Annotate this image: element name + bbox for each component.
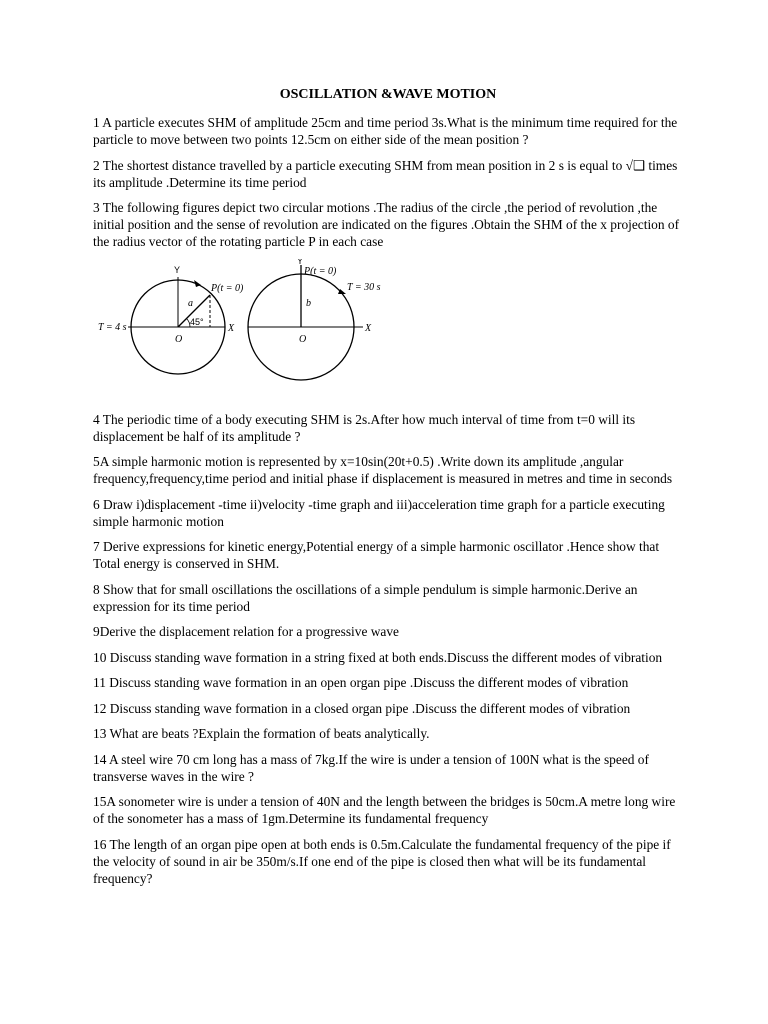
- question-11: 11 Discuss standing wave formation in an open organ pipe .Discuss the different modes of vibration: [93, 675, 629, 690]
- question-1: 1 A particle executes SHM of amplitude 25cm and time period 3s.What is the minimum time required for the particle to move between two points 12.5cm on either side of the mean position ?: [93, 115, 678, 147]
- left-x-label: X: [228, 322, 235, 334]
- left-period-label: T = 4 s: [98, 321, 127, 333]
- left-y-label: Y: [174, 264, 181, 275]
- document-title: OSCILLATION &WAVE MOTION: [279, 87, 497, 102]
- question-10: 10 Discuss standing wave formation in a string fixed at both ends.Discuss the different modes of vibration: [93, 649, 663, 665]
- left-angle-label: 45°: [190, 316, 204, 327]
- right-origin-label: O: [299, 333, 307, 345]
- right-circle-figure: [248, 259, 381, 380]
- question-7: 7 Derive expressions for kinetic energy,Potential energy of a simple harmonic oscillator .Hence show that Total energy is conserved in SHM.: [93, 539, 660, 571]
- question-8: 8 Show that for small oscillations the oscillations of a simple pendulum is simple harmonic.Derive an expression for its time period: [93, 581, 638, 614]
- question-12: 12 Discuss standing wave formation in a closed organ pipe .Discuss the different modes of vibration: [93, 700, 631, 716]
- question-14: 14 A steel wire 70 cm long has a mass of 7kg.If the wire is under a tension of 100N what is the speed of transverse waves in the wire ?: [93, 751, 649, 784]
- question-5: 5A simple harmonic motion is represented by x=10sin(20t+0.5) .Write down its amplitude ,angular frequency,frequency,time period and initial phase if displacement is measured in metres and time in seconds: [93, 454, 673, 486]
- right-period-label: T = 30 s: [347, 281, 381, 293]
- question-16: 16 The length of an organ pipe open at both ends is 0.5m.Calculate the fundamental frequency of the pipe if the velocity of sound in air be 350m/s.If one end of the pipe is closed then what will be its fundamental frequency?: [93, 836, 671, 886]
- right-point-label: P(t = 0): [304, 265, 337, 277]
- question-15: 15A sonometer wire is under a tension of 40N and the length between the bridges is 50cm.A metre long wire of the sonometer has a mass of 1gm.Determine its fundamental frequency: [93, 794, 676, 826]
- document-page: [93, 86, 683, 895]
- question-2: 2 The shortest distance travelled by a particle executing SHM from mean position in 2 s is equal to √❑ times its amplitude .Determine its time period: [93, 157, 678, 190]
- right-radius-label: b: [306, 297, 311, 309]
- question-3: 3 The following figures depict two circular motions .The radius of the circle ,the period of revolution ,the initial position and the sense of revolution are indicated on the figures .Obtain the SHM of the x projection of the radius vector of the rotating particle P in each case: [93, 200, 680, 249]
- question-4: 4 The periodic time of a body executing SHM is 2s.After how much interval of time from t=0 will its displacement be half of its amplitude ?: [93, 411, 636, 444]
- left-point-label: P(t = 0): [211, 282, 244, 294]
- right-x-label: X: [365, 322, 372, 334]
- circular-motion-figures: [93, 259, 683, 399]
- figures-svg: [93, 259, 393, 399]
- left-origin-label: O: [175, 333, 183, 345]
- left-radius-label: a: [188, 297, 193, 309]
- right-y-label: Y: [297, 258, 304, 266]
- question-13: 13 What are beats ?Explain the formation of beats analytically.: [93, 726, 430, 741]
- question-6: 6 Draw i)displacement -time ii)velocity -time graph and iii)acceleration time graph for a particle executing simple harmonic motion: [93, 496, 665, 529]
- question-9: 9Derive the displacement relation for a progressive wave: [93, 624, 400, 639]
- left-circle-figure: [98, 265, 244, 374]
